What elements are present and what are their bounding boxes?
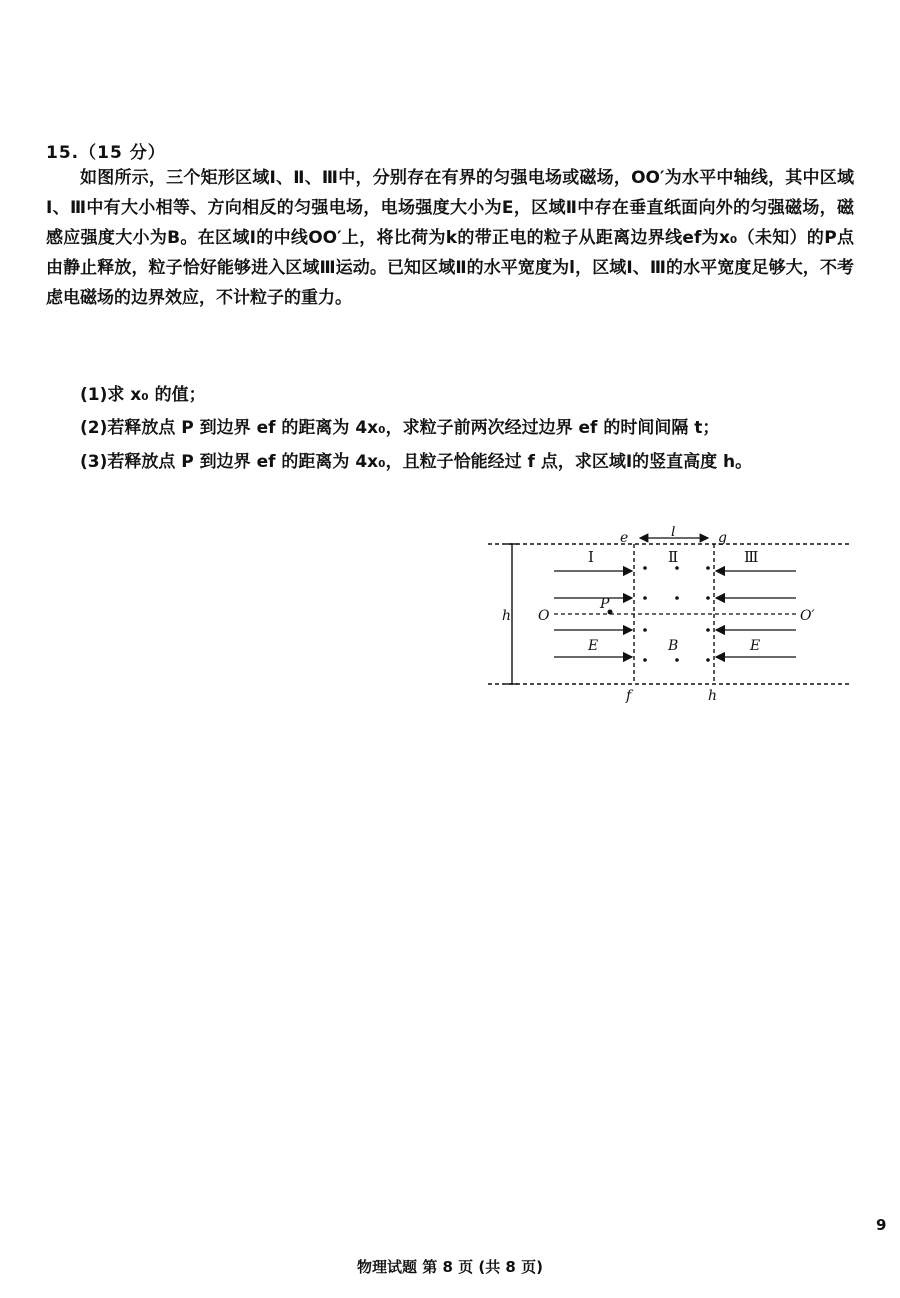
label-f: f [626,688,632,704]
label-h-height: h [502,608,512,624]
question-1: (1)求 x₀ 的值； [80,385,206,405]
question-3: (3)若释放点 P 到边界 ef 的距离为 4x₀，且粒子恰能经过 f 点，求区域Ⅰ的竖直高度 h。 [80,452,753,472]
problem-stem: 如图所示，三个矩形区域Ⅰ、Ⅱ、Ⅲ中，分别存在有界的匀强电场或磁场，OO′为水平中轴线，其中区域Ⅰ、Ⅲ中有大小相等、方向相反的匀强电场，电场强度大小为E，区域Ⅱ中存在垂直纸面向外的匀强磁场，磁感应强度大小为B。在区域Ⅰ的中线OO′上，将比荷为k的带正电的粒子从距离边界线ef为x₀（未知）的P点由静止释放，粒子恰好能够进入区域Ⅲ运动。已知区域Ⅱ的水平宽度为l，区域Ⅰ、Ⅲ的水平宽度足够大，不考虑电磁场的边界效应，不计粒子的重力。 [46,168,854,308]
label-region2: Ⅱ [668,548,679,566]
label-l: l [671,526,676,540]
problem-heading: 15.（15 分） [46,143,166,163]
label-E-left: E [588,638,599,654]
label-e: e [620,530,629,546]
label-h-point: h [708,688,718,704]
label-E-right: E [750,638,761,654]
page-corner-mark: 9 [876,1216,887,1234]
label-region3: Ⅲ [744,548,759,566]
label-O: O [538,608,550,624]
label-g: g [718,530,727,546]
question-2: (2)若释放点 P 到边界 ef 的距离为 4x₀，求粒子前两次经过边界 ef 的时间间隔 t； [80,418,720,438]
label-B: B [668,638,679,654]
field-diagram [484,526,854,704]
page-footer: 物理试题 第 8 页 (共 8 页) [357,1258,543,1276]
label-O-prime: O′ [800,608,815,624]
label-P: P [600,596,610,612]
label-region1: Ⅰ [588,548,594,566]
